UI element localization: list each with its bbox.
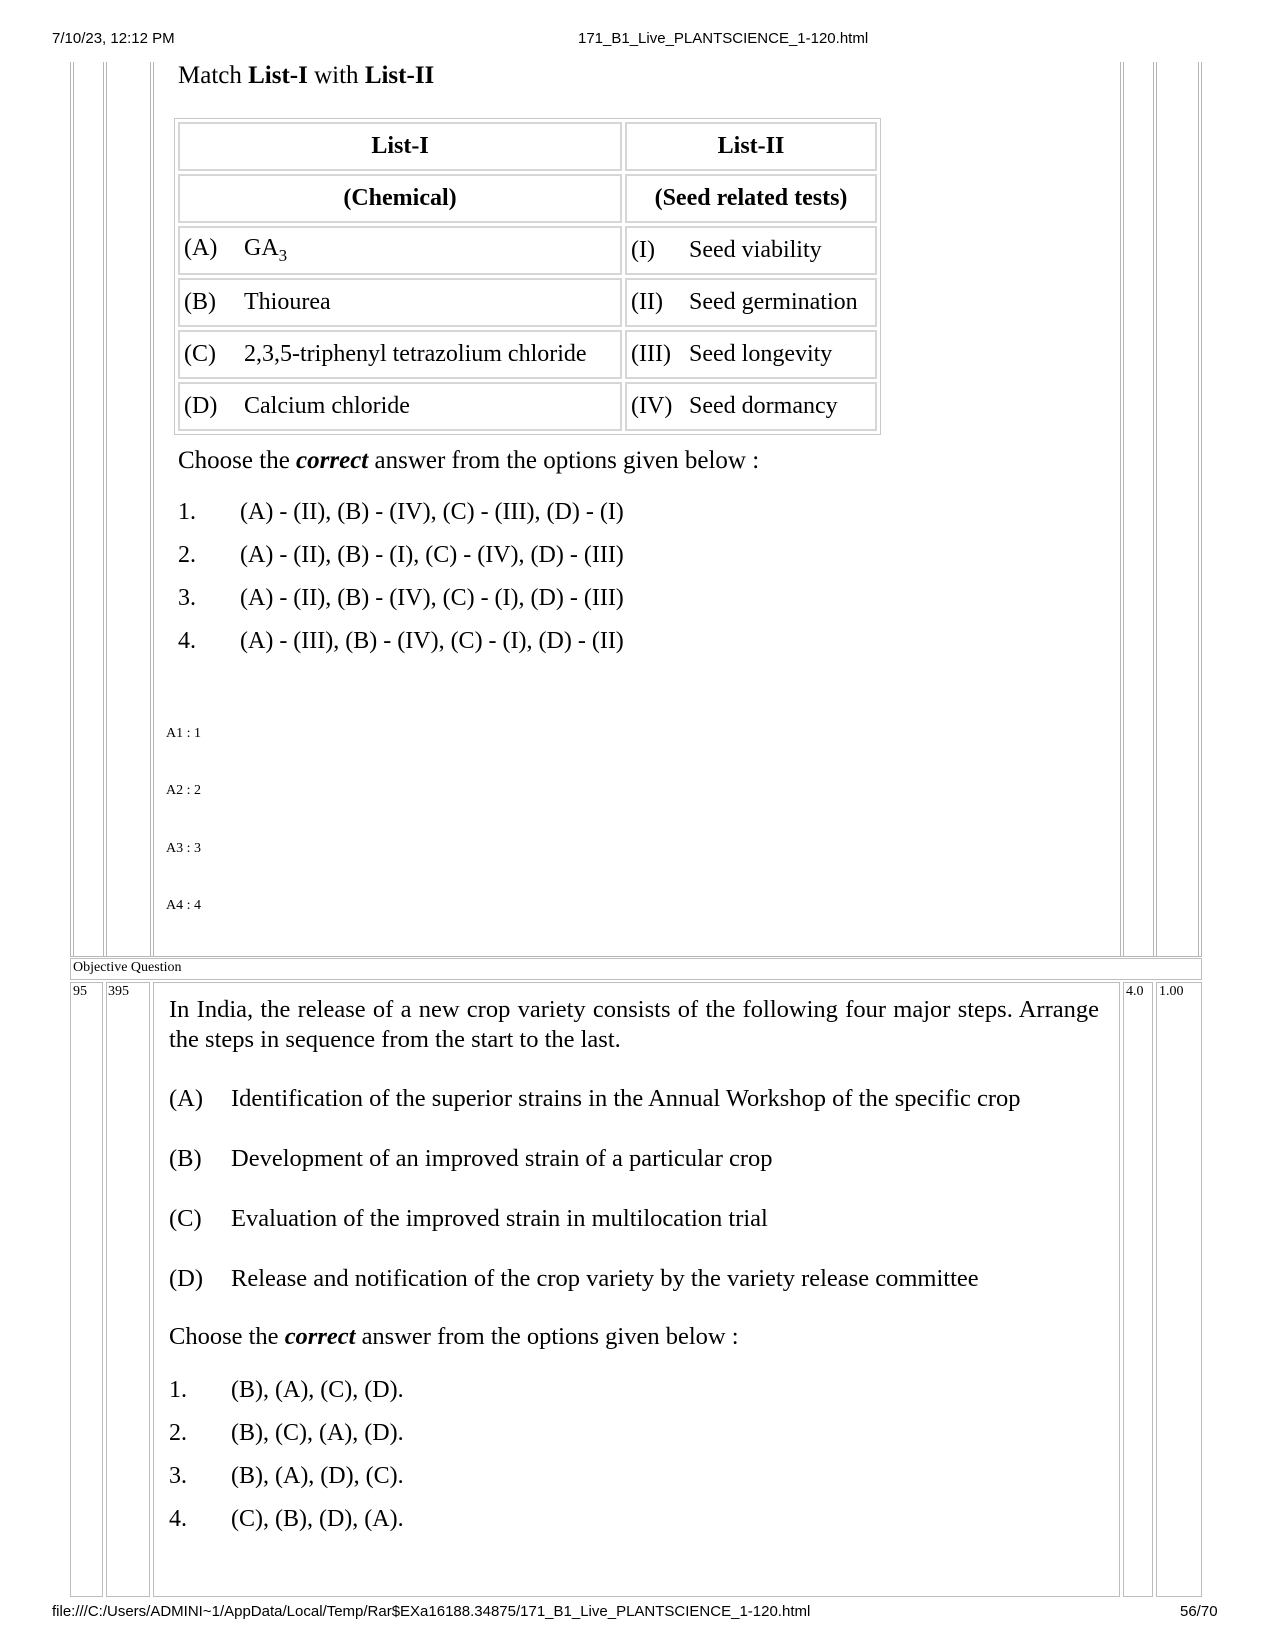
question-stem: In India, the release of a new crop variety consists of the following four major steps. Arrange the steps in sequence from the start to the last.	[169, 996, 1099, 1053]
step-text: Evaluation of the improved strain in multilocation trial	[231, 1205, 768, 1232]
chemical-cell	[178, 226, 622, 275]
options-list	[178, 491, 1038, 663]
test-cell	[625, 278, 877, 327]
options-list	[169, 1369, 1099, 1541]
row-label: (B)	[184, 289, 216, 315]
step-b	[169, 1143, 1099, 1175]
table-row	[178, 278, 877, 327]
section-label: Objective Question	[73, 960, 182, 975]
option-3	[178, 577, 1038, 620]
test-cell	[625, 226, 877, 275]
subscript: 3	[278, 245, 288, 265]
option-number: 1.	[169, 1377, 187, 1403]
chemical-cell	[178, 278, 622, 327]
chemical-name: Calcium chloride	[244, 393, 410, 419]
answer-key-4: A4 : 4	[166, 898, 201, 913]
list-2-ref: List-II	[364, 62, 435, 89]
serial-number: 95	[73, 984, 87, 999]
step-label: (A)	[169, 1085, 204, 1112]
chemical-name: 2,3,5-triphenyl tetrazolium chloride	[244, 341, 587, 367]
chemical-name: GA	[244, 235, 279, 262]
option-number: 2.	[178, 542, 196, 568]
table-header-row	[178, 122, 877, 171]
step-text: Release and notification of the crop variety by the variety release committee	[231, 1265, 979, 1292]
answer-key-1: A1 : 1	[166, 726, 201, 741]
match-table	[174, 118, 881, 435]
option-2	[178, 534, 1038, 577]
test-cell	[625, 330, 877, 379]
option-number: 2.	[169, 1420, 187, 1446]
choose-suffix: answer from the options given below :	[355, 1323, 739, 1350]
row-label: (II)	[631, 289, 663, 315]
question-id: 395	[108, 984, 129, 999]
choose-prefix: Choose the	[178, 447, 297, 474]
question-1	[178, 62, 1038, 663]
step-c	[169, 1203, 1099, 1235]
row-label: (A)	[184, 235, 218, 262]
step-text: Development of an improved strain of a particular crop	[231, 1145, 773, 1172]
option-1	[178, 491, 1038, 534]
option-4	[169, 1498, 1099, 1541]
col1-header: List-I	[178, 122, 622, 171]
match-prefix: Match	[178, 62, 249, 89]
row-label: (C)	[184, 341, 216, 367]
chemical-name: Thiourea	[244, 289, 331, 315]
step-label: (B)	[169, 1145, 202, 1172]
row-label: (IV)	[631, 393, 673, 419]
chemical-cell	[178, 330, 622, 379]
option-text: (C), (B), (D), (A).	[231, 1506, 404, 1532]
option-text: (A) - (II), (B) - (I), (C) - (IV), (D) - (III)	[240, 542, 624, 568]
table-subheader-row	[178, 174, 877, 223]
step-label: (D)	[169, 1265, 204, 1292]
print-page-number: 56/70	[1180, 1603, 1218, 1620]
row-label: (I)	[631, 237, 655, 263]
option-number: 3.	[169, 1463, 187, 1489]
answer-key-2: A2 : 2	[166, 783, 201, 798]
chemical-cell	[178, 382, 622, 431]
table-row	[178, 330, 877, 379]
row-label: (III)	[631, 341, 671, 367]
marks: 4.0	[1126, 984, 1144, 999]
match-instruction	[178, 62, 1038, 90]
answer-key-3: A3 : 3	[166, 841, 201, 856]
option-text: (B), (A), (C), (D).	[231, 1377, 404, 1403]
test-name: Seed dormancy	[689, 393, 838, 419]
option-3	[169, 1455, 1099, 1498]
table-row	[178, 226, 877, 275]
print-file-path: file:///C:/Users/ADMINI~1/AppData/Local/Temp/Rar$EXa16188.34875/171_B1_Live_PLANTSCIENCE_1-120.html	[52, 1603, 811, 1620]
choose-emphasis: correct	[296, 447, 369, 474]
step-label: (C)	[169, 1205, 202, 1232]
option-1	[169, 1369, 1099, 1412]
option-text: (B), (C), (A), (D).	[231, 1420, 404, 1446]
option-4	[178, 620, 1038, 663]
option-number: 1.	[178, 499, 196, 525]
option-text: (A) - (III), (B) - (IV), (C) - (I), (D) - (II)	[240, 628, 624, 654]
row-label: (D)	[184, 393, 218, 419]
option-text: (A) - (II), (B) - (IV), (C) - (III), (D) - (I)	[240, 499, 624, 525]
choose-instruction	[178, 447, 1038, 475]
option-number: 4.	[178, 628, 196, 654]
option-text: (A) - (II), (B) - (IV), (C) - (I), (D) - (III)	[240, 585, 624, 611]
test-name: Seed longevity	[689, 341, 833, 367]
test-name: Seed germination	[689, 289, 858, 315]
print-datetime: 7/10/23, 12:12 PM	[52, 30, 175, 47]
choose-emphasis: correct	[284, 1323, 356, 1350]
test-name: Seed viability	[689, 237, 822, 263]
choose-instruction	[169, 1323, 1099, 1351]
col2-subheader: (Seed related tests)	[625, 174, 877, 223]
option-2	[169, 1412, 1099, 1455]
option-text: (B), (A), (D), (C).	[231, 1463, 404, 1489]
option-number: 3.	[178, 585, 196, 611]
table-row	[178, 382, 877, 431]
col2-header: List-II	[625, 122, 877, 171]
negative-marks: 1.00	[1159, 984, 1184, 999]
list-1-ref: List-I	[248, 62, 308, 89]
print-doc-title: 171_B1_Live_PLANTSCIENCE_1-120.html	[578, 30, 869, 47]
col1-subheader: (Chemical)	[178, 174, 622, 223]
question-2	[169, 995, 1099, 1541]
step-text: Identification of the superior strains in the Annual Workshop of the specific crop	[231, 1085, 1021, 1112]
step-a	[169, 1083, 1099, 1115]
match-mid: with	[307, 62, 365, 89]
option-number: 4.	[169, 1506, 187, 1532]
choose-prefix: Choose the	[169, 1323, 285, 1350]
step-d	[169, 1263, 1099, 1295]
test-cell	[625, 382, 877, 431]
choose-suffix: answer from the options given below :	[368, 447, 760, 474]
